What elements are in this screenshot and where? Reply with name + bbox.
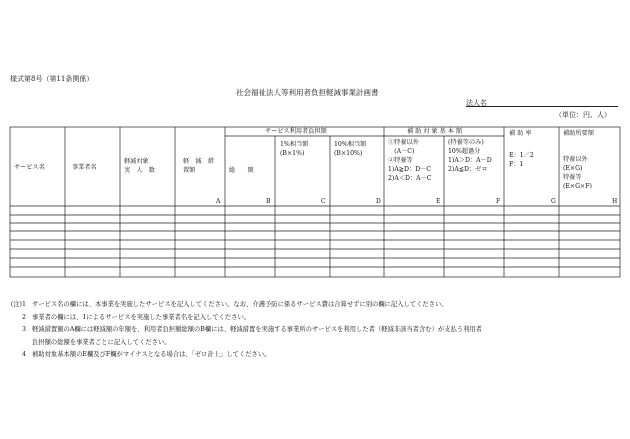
col-base-f-line3: 1)A＞D：A－D xyxy=(448,157,492,164)
table-border xyxy=(10,127,620,277)
col-required-line1: 特養以外 xyxy=(563,156,588,163)
col-required-line2: (E×G) xyxy=(563,165,583,172)
col-1pct-line1: 1%相当額 xyxy=(280,141,309,148)
note-prefix: 2 xyxy=(21,313,26,321)
col-base-e-line2: (A－C) xyxy=(388,148,415,155)
col-service-name: サービス名 xyxy=(14,164,45,171)
note-2 xyxy=(10,312,482,325)
col-base-e-line3: ②特養等 xyxy=(388,157,413,164)
col-10pct-line1: 10%相当額 xyxy=(334,141,367,148)
col-letter-c: C xyxy=(321,198,326,205)
note-prefix: 3 xyxy=(21,326,26,334)
col-10pct-line2: (B×10%) xyxy=(334,150,363,157)
form-number: 様式第8号（第11条関係） xyxy=(10,75,94,83)
col-1pct-line2: (B×1%) xyxy=(280,150,305,157)
col-base-e-line4: 1)A≧D：D－C xyxy=(388,166,432,173)
note-text: サービス名の欄には、本事業を実施したサービスを記入してください。なお、介護予防に係るサービス費は合算せずに別の欄に記入してください。 xyxy=(32,301,448,308)
col-rate-e: E：1／2 xyxy=(509,152,534,159)
col-letter-d: D xyxy=(376,198,381,205)
note-4 xyxy=(10,349,482,362)
unit-note: （単位：円、人） xyxy=(555,111,611,119)
group-user-burden: サービス利用者負担額 xyxy=(265,128,327,135)
col-reduction-amount-line2: 置額 xyxy=(183,167,196,174)
col-required-line3: 特養等 xyxy=(563,174,582,181)
col-letter-b: B xyxy=(266,198,271,205)
col-letter-f: F xyxy=(496,198,501,205)
col-letter-e: E xyxy=(436,198,441,205)
col-required-line4: (E×G×F) xyxy=(563,183,592,190)
group-subsidy-base: 補 助 対 象 基 本 額 xyxy=(407,128,463,135)
col-total: 総 額 xyxy=(229,167,254,174)
col-rate-f: F：1 xyxy=(509,161,524,168)
col-reduced-count-line2: 実 人 数 xyxy=(124,167,155,174)
col-base-e-line1: ①特養以外 xyxy=(388,139,419,146)
col-letter-h: H xyxy=(612,198,618,205)
note-1 xyxy=(10,299,482,312)
corporation-name-label: 法人名 xyxy=(466,99,487,107)
note-3 xyxy=(10,324,482,337)
col-letter-g: G xyxy=(551,198,556,205)
col-rate: 補 助 率 xyxy=(509,130,532,137)
note-text: 事業者の欄には、1によるサービスを実施した事業者名を記入してください。 xyxy=(32,313,251,321)
note-text: 補助対象基本額のE欄及びF欄がマイナスとなる場合は、「ゼロ計上」してください。 xyxy=(32,351,271,359)
note-text: 負担額の総額を事業者ごとに記入してください。 xyxy=(32,338,171,346)
col-base-f-line4: 2)A≦D：ゼロ xyxy=(448,166,488,173)
col-base-f-line2: 10%超過分 xyxy=(448,148,481,155)
col-base-f-line1: (特養等のみ) xyxy=(448,139,484,146)
col-reduction-amount-line1: 軽 減 措 xyxy=(183,158,214,165)
col-letter-a: A xyxy=(216,198,221,205)
col-provider-name: 事業者名 xyxy=(72,164,97,171)
notes xyxy=(10,299,482,362)
col-required: 補助所要額 xyxy=(563,130,594,137)
col-reduced-count-line1: 軽減対象 xyxy=(124,158,149,165)
note-3-continued xyxy=(10,337,482,350)
note-text: 軽減措置額のA欄には軽減額の年額を、利用者負担額総額のB欄には、軽減措置を実施する事業所のサービスを利用した者（軽減非該当者含む）が支払う利用者 xyxy=(32,326,482,334)
note-prefix: (注)1 xyxy=(10,301,26,308)
note-prefix: 4 xyxy=(21,351,26,359)
document-title: 社会福祉法人等利用者負担軽減事業計画書 xyxy=(236,88,379,97)
col-base-e-line5: 2)A＜D：A－C xyxy=(388,175,432,182)
note-prefix xyxy=(10,337,32,350)
